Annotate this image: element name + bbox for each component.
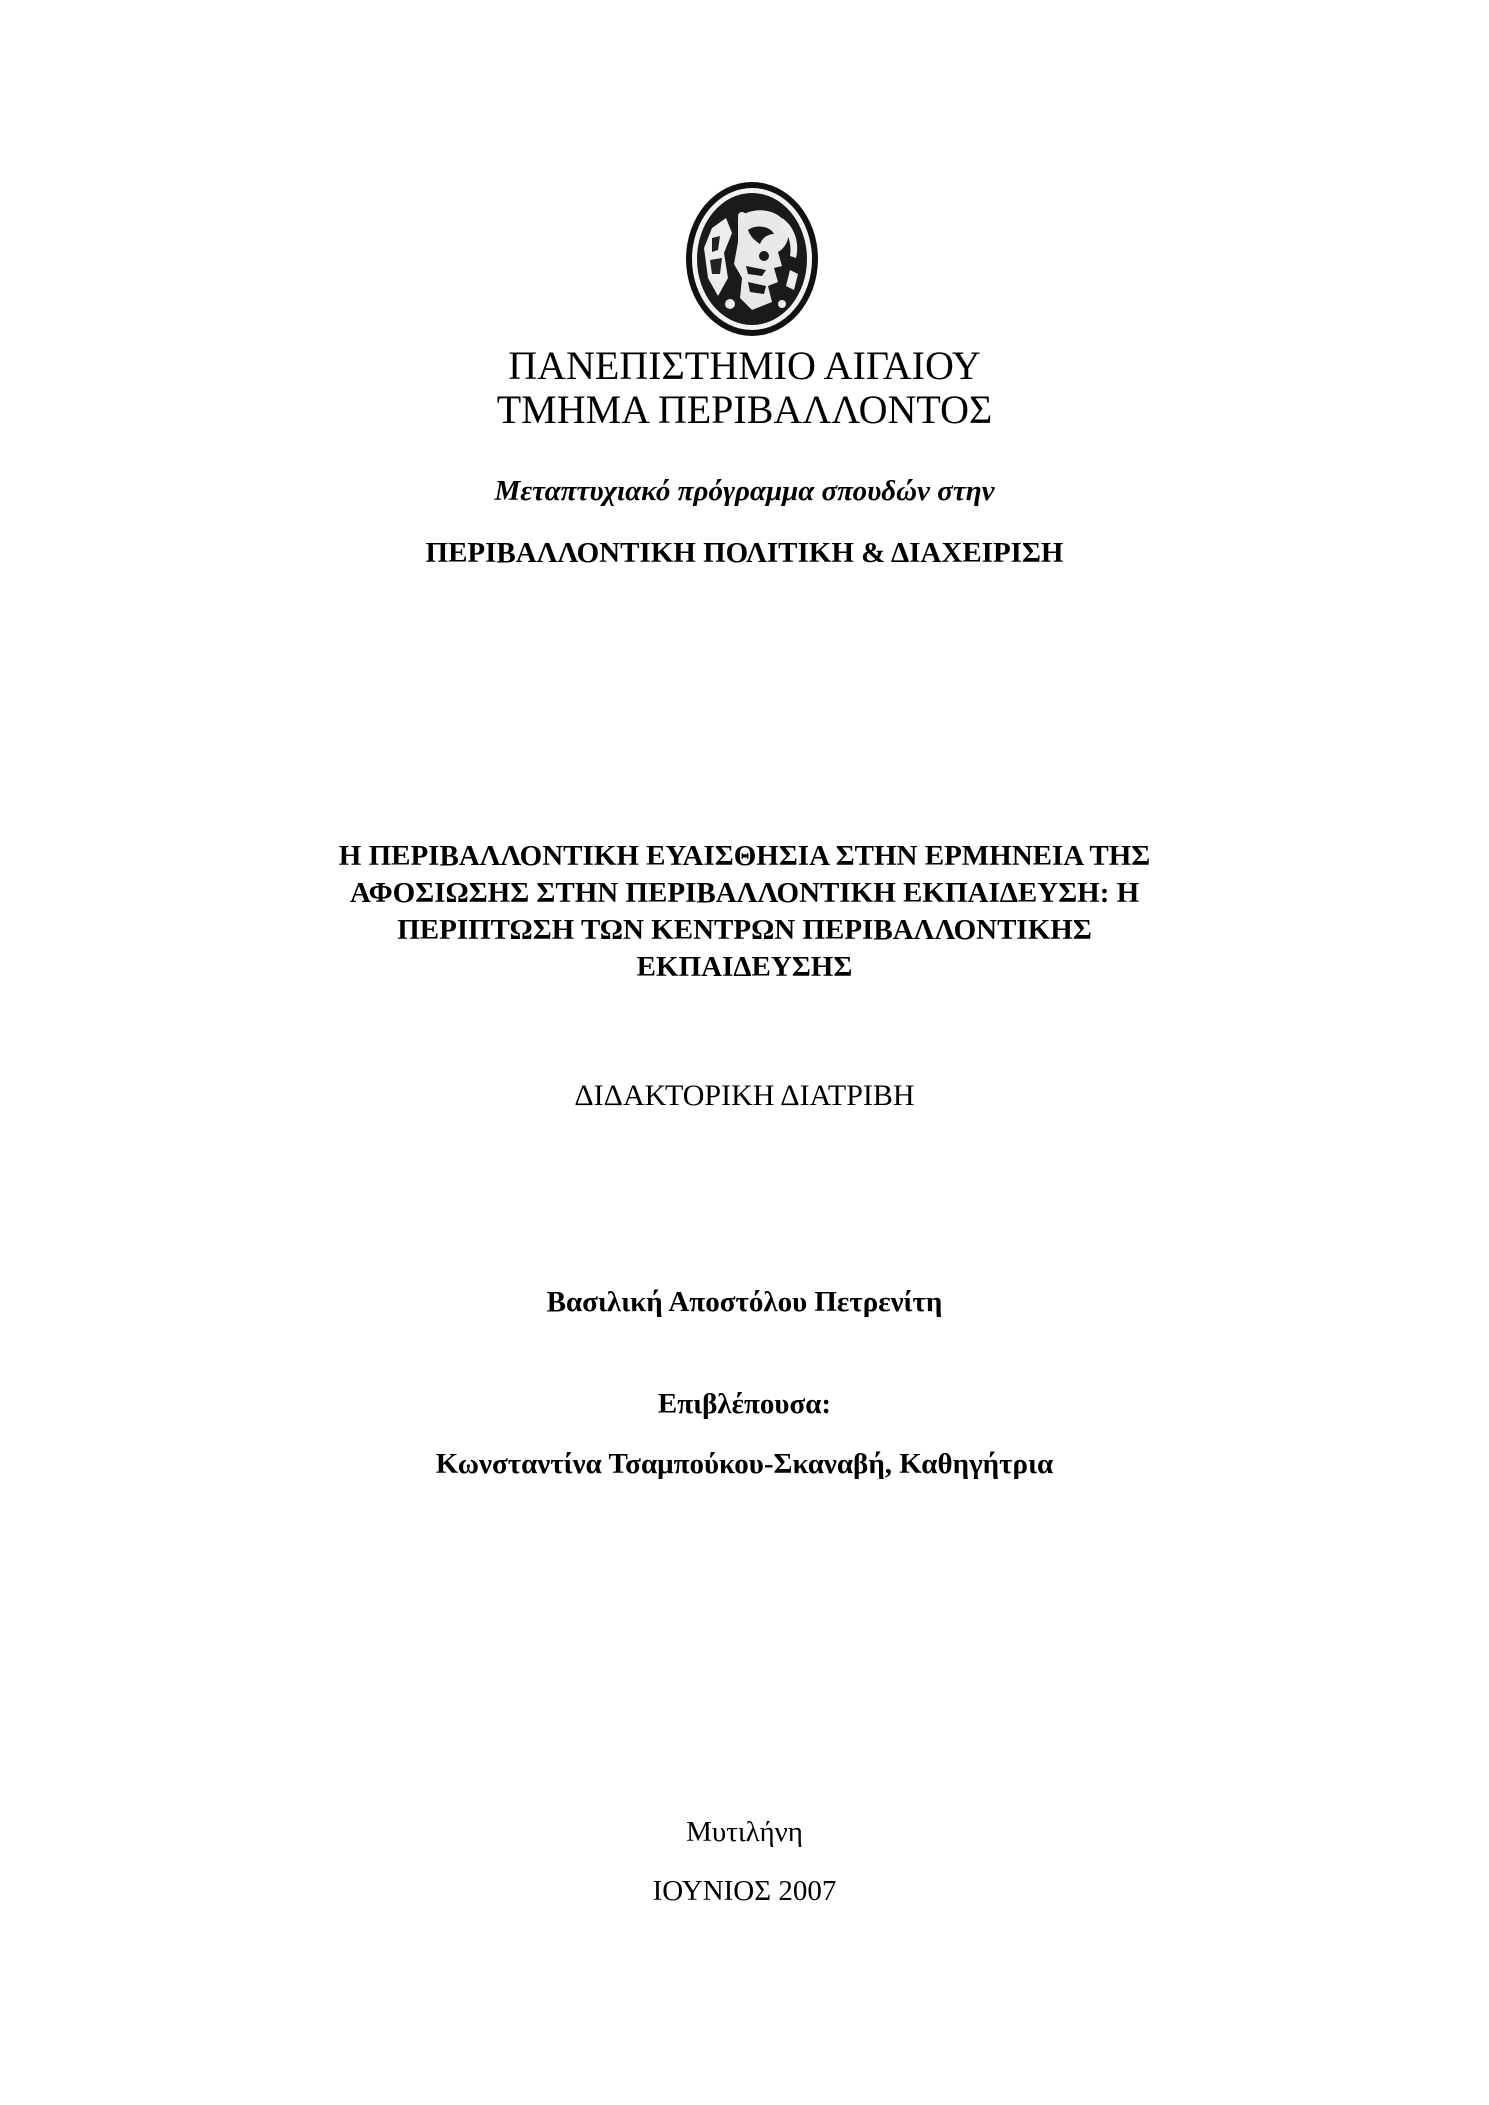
supervisor-label: Επιβλέπουσα: [657, 1388, 832, 1420]
university-name: ΠΑΝΕΠΙΣΤΗΜΙΟ ΑΙΓΑΙΟΥ [508, 343, 981, 388]
thesis-title-line: ΠΕΡΙΠΤΩΣΗ ΤΩΝ ΚΕΝΤΡΩΝ ΠΕΡΙΒΑΛΛΟΝΤΙΚΗΣ [397, 914, 1092, 946]
author-name: Βασιλική Αποστόλου Πετρενίτη [546, 1286, 943, 1318]
supervisor-name: Κωνσταντίνα Τσαμπούκου-Σκαναβή, Καθηγήτρια [435, 1448, 1054, 1480]
department-name: ΤΜΗΜΑ ΠΕΡΙΒΑΛΛΟΝΤΟΣ [496, 387, 993, 432]
thesis-title-line: ΑΦΟΣΙΩΣΗΣ ΣΤΗΝ ΠΕΡΙΒΑΛΛΟΝΤΙΚΗ ΕΚΠΑΙΔΕΥΣΗ: Η [349, 877, 1140, 909]
program-name: ΠΕΡΙΒΑΛΛΟΝΤΙΚΗ ΠΟΛΙΤΙΚΗ & ΔΙΑΧΕΙΡΙΣΗ [425, 537, 1064, 569]
thesis-title-line: Η ΠΕΡΙΒΑΛΛΟΝΤΙΚΗ ΕΥΑΙΣΘΗΣΙΑ ΣΤΗΝ ΕΡΜΗΝΕΙΑ ΤΗΣ [338, 840, 1151, 872]
university-seal-icon [682, 178, 822, 340]
city: Μυτιλήνη [686, 1816, 803, 1848]
thesis-title [0, 838, 1489, 986]
thesis-title-line: ΕΚΠΑΙΔΕΥΣΗΣ [636, 951, 853, 983]
program-intro: Μεταπτυχιακό πρόγραμμα σπουδών στην [494, 475, 995, 507]
date: ΙΟΥΝΙΟΣ 2007 [652, 1875, 837, 1907]
document-type: ΔΙΔΑΚΤΟΡΙΚΗ ΔΙΑΤΡΙΒΗ [574, 1079, 915, 1112]
